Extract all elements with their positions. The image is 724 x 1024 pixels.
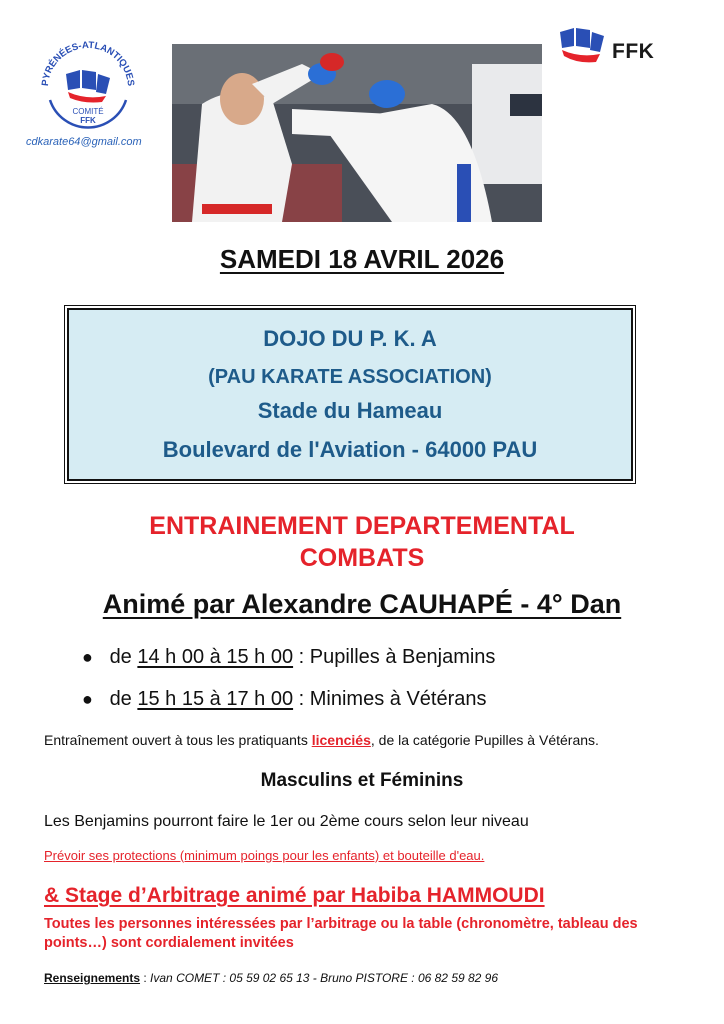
venue-line3: Stade du Hameau — [257, 398, 443, 423]
venue-line1: DOJO DU P. K. A — [263, 326, 437, 351]
karate-fight-photo — [172, 44, 542, 222]
protection-note: Prévoir ses protections (minimum poings pour les enfants) et bouteille d'eau. — [44, 848, 485, 863]
venue-line4: Boulevard de l'Aviation - 64000 PAU — [162, 437, 538, 462]
gender-heading: Masculins et Féminins — [260, 770, 464, 791]
event-date: SAMEDI 18 AVRIL 2026 — [219, 244, 505, 274]
venue-line2: (PAU KARATE ASSOCIATION) — [208, 366, 492, 388]
event-animator: Animé par Alexandre CAUHAPÉ - 4° Dan — [102, 589, 622, 619]
committee-logo — [36, 30, 140, 134]
event-title-line2: COMBATS — [299, 544, 425, 572]
logo-line1: COMITÉ — [72, 107, 104, 116]
venue-box — [67, 308, 633, 481]
schedule-group: Pupilles à Benjamins — [309, 646, 496, 668]
schedule-prefix: de — [109, 646, 132, 668]
schedule-time: 14 h 00 à 15 h 00 — [137, 646, 294, 668]
schedule-time: 15 h 15 à 17 h 00 — [137, 688, 294, 710]
logo-arc-text: PYRÉNÉES-ATLANTIQUES — [39, 39, 137, 87]
benjamins-note: Les Benjamins pourront faire le 1er ou 2ème cours selon leur niveau — [44, 813, 529, 830]
contact-label: Renseignements — [44, 971, 141, 985]
schedule-group: Minimes à Vétérans — [309, 688, 487, 710]
logo-line2: FFK — [80, 116, 96, 125]
contact-email[interactable]: cdkarate64@gmail.com — [26, 136, 142, 148]
schedule-item — [82, 646, 495, 669]
ffk-logo-text: FFK — [612, 40, 655, 63]
contact-line: Renseignements : Ivan COMET : 05 59 02 65 13 - Bruno PISTORE : 06 82 59 82 96 — [44, 971, 499, 985]
schedule-sep: : — [298, 646, 305, 668]
licencies-highlight: licenciés — [311, 732, 371, 748]
arbitrage-description: Toutes les personnes intéressées par l’arbitrage ou la table (chronomètre, tableau des points…) sont cordialement invitées — [44, 916, 638, 951]
bullet-icon: ● — [82, 689, 93, 709]
bullet-icon: ● — [82, 647, 93, 667]
schedule-prefix: de — [109, 688, 132, 710]
schedule-item — [82, 688, 487, 711]
open-paragraph: Entraînement ouvert à tous les pratiquants licenciés, de la catégorie Pupilles à Vétérans. — [44, 732, 599, 748]
arbitrage-title: & Stage d’Arbitrage animé par Habiba HAMMOUDI — [44, 884, 545, 907]
event-title — [0, 510, 724, 574]
schedule-sep: : — [298, 688, 305, 710]
event-title-line1: ENTRAINEMENT DEPARTEMENTAL — [149, 512, 575, 540]
contact-details: Ivan COMET : 05 59 02 65 13 - Bruno PISTORE : 06 82 59 82 96 — [150, 971, 499, 985]
